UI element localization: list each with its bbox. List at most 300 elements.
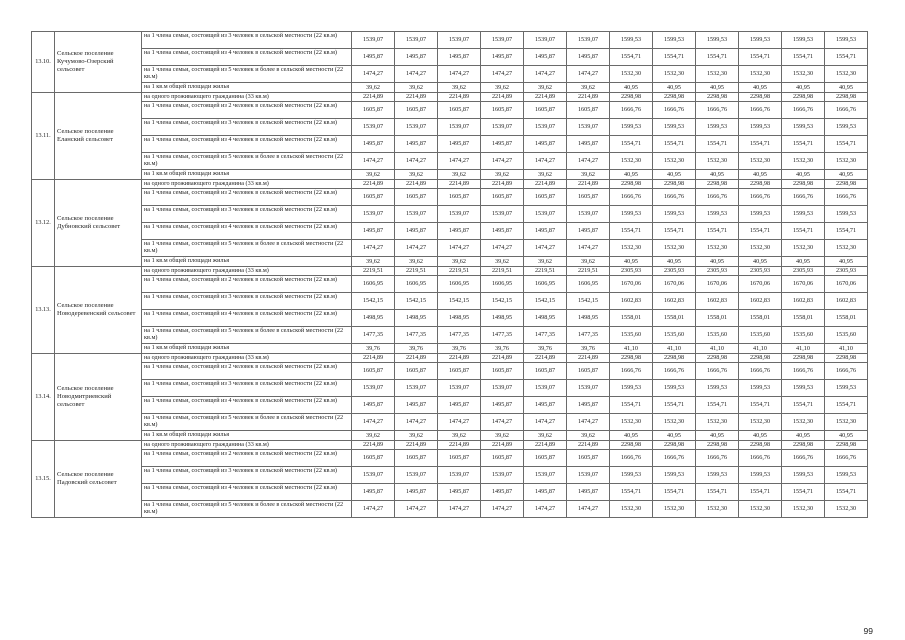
value-cell: 1474,27 <box>438 501 481 518</box>
value-cell: 1498,95 <box>438 310 481 327</box>
value-cell: 2214,89 <box>352 440 395 450</box>
value-cell: 1474,27 <box>395 240 438 257</box>
value-cell: 39,62 <box>481 170 524 180</box>
value-cell: 1495,87 <box>395 484 438 501</box>
value-cell: 1495,87 <box>352 484 395 501</box>
value-cell: 1606,95 <box>524 276 567 293</box>
value-cell: 1495,87 <box>395 136 438 153</box>
value-cell: 2219,51 <box>524 266 567 276</box>
value-cell: 1532,30 <box>825 414 868 431</box>
value-cell: 1605,87 <box>481 363 524 380</box>
value-cell: 1605,87 <box>395 102 438 119</box>
table-row <box>32 431 868 441</box>
value-cell: 1605,87 <box>438 102 481 119</box>
value-cell: 2298,98 <box>825 440 868 450</box>
value-cell: 1474,27 <box>524 240 567 257</box>
value-cell: 1495,87 <box>395 397 438 414</box>
value-cell: 1554,71 <box>825 484 868 501</box>
value-cell: 1474,27 <box>438 66 481 83</box>
value-cell: 1599,53 <box>782 380 825 397</box>
row-description: на 1 члена семьи, состоящей из 2 человек в сельской местности (22 кв.м) <box>142 102 352 119</box>
value-cell: 2214,89 <box>524 353 567 363</box>
value-cell: 1599,53 <box>653 380 696 397</box>
value-cell: 39,62 <box>395 170 438 180</box>
value-cell: 1554,71 <box>782 223 825 240</box>
value-cell: 1539,07 <box>438 32 481 49</box>
value-cell: 39,62 <box>524 170 567 180</box>
value-cell: 40,95 <box>696 257 739 267</box>
value-cell: 1599,53 <box>696 467 739 484</box>
value-cell: 1670,06 <box>739 276 782 293</box>
value-cell: 1498,95 <box>481 310 524 327</box>
table-row <box>32 49 868 66</box>
value-cell: 39,62 <box>438 257 481 267</box>
value-cell: 40,95 <box>653 431 696 441</box>
value-cell: 40,95 <box>610 83 653 93</box>
value-cell: 1535,60 <box>610 327 653 344</box>
value-cell: 1599,53 <box>739 119 782 136</box>
value-cell: 1554,71 <box>610 484 653 501</box>
value-cell: 2298,98 <box>782 353 825 363</box>
value-cell: 40,95 <box>782 257 825 267</box>
value-cell: 1539,07 <box>481 119 524 136</box>
value-cell: 1605,87 <box>395 450 438 467</box>
value-cell: 1539,07 <box>395 119 438 136</box>
value-cell: 39,76 <box>438 344 481 354</box>
value-cell: 40,95 <box>825 83 868 93</box>
value-cell: 2214,89 <box>481 179 524 189</box>
value-cell: 1532,30 <box>782 153 825 170</box>
value-cell: 1602,83 <box>696 293 739 310</box>
table-row <box>32 440 868 450</box>
value-cell: 40,95 <box>739 170 782 180</box>
value-cell: 1558,01 <box>653 310 696 327</box>
value-cell: 2298,98 <box>610 440 653 450</box>
value-cell: 1532,30 <box>653 240 696 257</box>
value-cell: 1606,95 <box>481 276 524 293</box>
value-cell: 2305,93 <box>825 266 868 276</box>
value-cell: 1605,87 <box>567 450 610 467</box>
value-cell: 41,10 <box>696 344 739 354</box>
row-description: на 1 члена семьи, состоящей из 3 человек в сельской местности (22 кв.м) <box>142 206 352 223</box>
value-cell: 2214,89 <box>567 353 610 363</box>
value-cell: 1599,53 <box>653 206 696 223</box>
value-cell: 1554,71 <box>782 49 825 66</box>
value-cell: 1495,87 <box>481 397 524 414</box>
value-cell: 1532,30 <box>696 240 739 257</box>
table-row <box>32 66 868 83</box>
table-row <box>32 83 868 93</box>
value-cell: 1554,71 <box>782 484 825 501</box>
value-cell: 1558,01 <box>610 310 653 327</box>
value-cell: 1599,53 <box>610 206 653 223</box>
row-description: на 1 члена семьи, состоящей из 2 человек в сельской местности (22 кв.м) <box>142 363 352 380</box>
value-cell: 1666,76 <box>782 189 825 206</box>
value-cell: 2214,89 <box>524 92 567 102</box>
table-row <box>32 119 868 136</box>
value-cell: 1532,30 <box>782 66 825 83</box>
value-cell: 1605,87 <box>481 102 524 119</box>
value-cell: 1605,87 <box>438 363 481 380</box>
value-cell: 2214,89 <box>395 92 438 102</box>
value-cell: 1542,15 <box>567 293 610 310</box>
value-cell: 1602,83 <box>739 293 782 310</box>
value-cell: 2298,98 <box>696 353 739 363</box>
value-cell: 1666,76 <box>739 450 782 467</box>
value-cell: 1605,87 <box>481 189 524 206</box>
table-row <box>32 170 868 180</box>
value-cell: 1474,27 <box>352 240 395 257</box>
value-cell: 1498,95 <box>524 310 567 327</box>
value-cell: 1605,87 <box>352 102 395 119</box>
value-cell: 1605,87 <box>524 189 567 206</box>
value-cell: 1558,01 <box>696 310 739 327</box>
value-cell: 2298,98 <box>653 440 696 450</box>
value-cell: 1666,76 <box>653 102 696 119</box>
value-cell: 1474,27 <box>481 240 524 257</box>
value-cell: 1532,30 <box>610 153 653 170</box>
value-cell: 39,62 <box>524 257 567 267</box>
value-cell: 1474,27 <box>352 153 395 170</box>
value-cell: 41,10 <box>653 344 696 354</box>
section-number: 13.14. <box>32 353 55 440</box>
value-cell: 41,10 <box>782 344 825 354</box>
value-cell: 1599,53 <box>825 380 868 397</box>
value-cell: 1554,71 <box>610 136 653 153</box>
value-cell: 1605,87 <box>352 189 395 206</box>
value-cell: 1554,71 <box>739 397 782 414</box>
value-cell: 39,62 <box>567 257 610 267</box>
value-cell: 40,95 <box>782 170 825 180</box>
table-row <box>32 92 868 102</box>
value-cell: 40,95 <box>739 431 782 441</box>
value-cell: 1474,27 <box>352 414 395 431</box>
value-cell: 1539,07 <box>352 467 395 484</box>
row-description: на одного проживающего гражданина (33 кв.м) <box>142 266 352 276</box>
value-cell: 1666,76 <box>653 189 696 206</box>
table-row <box>32 189 868 206</box>
table-row <box>32 310 868 327</box>
value-cell: 1495,87 <box>567 49 610 66</box>
value-cell: 1599,53 <box>653 32 696 49</box>
value-cell: 1539,07 <box>438 119 481 136</box>
value-cell: 1495,87 <box>352 136 395 153</box>
row-description: на 1 члена семьи, состоящей из 2 человек в сельской местности (22 кв.м) <box>142 276 352 293</box>
value-cell: 1474,27 <box>395 153 438 170</box>
value-cell: 1554,71 <box>696 484 739 501</box>
section-number: 13.15. <box>32 440 55 518</box>
row-description: на 1 члена семьи, состоящей из 3 человек в сельской местности (22 кв.м) <box>142 380 352 397</box>
value-cell: 1606,95 <box>395 276 438 293</box>
table-row <box>32 353 868 363</box>
row-description: на 1 члена семьи, состоящей из 5 человек и более в сельской местности (22 кв.м) <box>142 501 352 518</box>
value-cell: 1602,83 <box>653 293 696 310</box>
value-cell: 1670,06 <box>782 276 825 293</box>
table-row <box>32 240 868 257</box>
value-cell: 1477,35 <box>395 327 438 344</box>
value-cell: 1474,27 <box>524 414 567 431</box>
value-cell: 1539,07 <box>481 206 524 223</box>
value-cell: 1539,07 <box>567 119 610 136</box>
value-cell: 1535,60 <box>825 327 868 344</box>
value-cell: 1606,95 <box>438 276 481 293</box>
value-cell: 1599,53 <box>825 467 868 484</box>
value-cell: 1558,01 <box>782 310 825 327</box>
value-cell: 1532,30 <box>825 240 868 257</box>
table-row <box>32 153 868 170</box>
value-cell: 1554,71 <box>653 223 696 240</box>
value-cell: 1554,71 <box>825 223 868 240</box>
table-row <box>32 266 868 276</box>
value-cell: 1599,53 <box>610 380 653 397</box>
value-cell: 1554,71 <box>739 49 782 66</box>
value-cell: 1554,71 <box>782 397 825 414</box>
table-row <box>32 276 868 293</box>
value-cell: 1477,35 <box>567 327 610 344</box>
table-body <box>32 32 868 518</box>
value-cell: 2214,89 <box>481 353 524 363</box>
value-cell: 39,62 <box>567 170 610 180</box>
value-cell: 1495,87 <box>524 49 567 66</box>
value-cell: 1605,87 <box>567 189 610 206</box>
row-description: на 1 члена семьи, состоящей из 3 человек в сельской местности (22 кв.м) <box>142 293 352 310</box>
value-cell: 1532,30 <box>782 501 825 518</box>
value-cell: 1535,60 <box>696 327 739 344</box>
value-cell: 1666,76 <box>696 102 739 119</box>
value-cell: 39,76 <box>481 344 524 354</box>
value-cell: 1605,87 <box>524 363 567 380</box>
value-cell: 1495,87 <box>352 223 395 240</box>
value-cell: 1532,30 <box>825 501 868 518</box>
value-cell: 40,95 <box>696 83 739 93</box>
value-cell: 2214,89 <box>524 440 567 450</box>
row-description: на 1 члена семьи, состоящей из 4 человек в сельской местности (22 кв.м) <box>142 310 352 327</box>
row-description: на одного проживающего гражданина (33 кв.м) <box>142 440 352 450</box>
settlement-name: Сельское поселение Новодеревенский сельсовет <box>55 266 142 353</box>
section-number: 13.12. <box>32 179 55 266</box>
value-cell: 1670,06 <box>825 276 868 293</box>
value-cell: 1539,07 <box>567 467 610 484</box>
value-cell: 1474,27 <box>481 153 524 170</box>
value-cell: 1605,87 <box>567 102 610 119</box>
value-cell: 40,95 <box>739 257 782 267</box>
value-cell: 1474,27 <box>438 153 481 170</box>
value-cell: 2298,98 <box>653 92 696 102</box>
value-cell: 1495,87 <box>481 484 524 501</box>
value-cell: 1495,87 <box>395 49 438 66</box>
value-cell: 40,95 <box>653 170 696 180</box>
value-cell: 1542,15 <box>352 293 395 310</box>
value-cell: 1539,07 <box>481 32 524 49</box>
value-cell: 2305,93 <box>653 266 696 276</box>
value-cell: 2298,98 <box>696 92 739 102</box>
settlement-name: Сельское поселение Новодмитриевский сельсовет <box>55 353 142 440</box>
value-cell: 1495,87 <box>395 223 438 240</box>
settlement-name: Сельское поселение Кучумово-Озерский сельсовет <box>55 32 142 93</box>
value-cell: 1495,87 <box>524 484 567 501</box>
value-cell: 1605,87 <box>395 189 438 206</box>
value-cell: 1666,76 <box>825 102 868 119</box>
value-cell: 1554,71 <box>653 49 696 66</box>
value-cell: 2298,98 <box>610 92 653 102</box>
value-cell: 1532,30 <box>653 66 696 83</box>
row-description: на 1 члена семьи, состоящей из 3 человек в сельской местности (22 кв.м) <box>142 119 352 136</box>
table-row <box>32 136 868 153</box>
value-cell: 1495,87 <box>567 136 610 153</box>
value-cell: 39,62 <box>395 83 438 93</box>
value-cell: 2298,98 <box>739 440 782 450</box>
value-cell: 1477,35 <box>524 327 567 344</box>
value-cell: 1554,71 <box>739 484 782 501</box>
value-cell: 39,62 <box>352 431 395 441</box>
value-cell: 1474,27 <box>352 501 395 518</box>
value-cell: 1554,71 <box>782 136 825 153</box>
table-row <box>32 450 868 467</box>
value-cell: 1532,30 <box>653 153 696 170</box>
row-description: на 1 члена семьи, состоящей из 5 человек и более в сельской местности (22 кв.м) <box>142 327 352 344</box>
value-cell: 2298,98 <box>739 92 782 102</box>
page-number: 99 <box>863 626 873 636</box>
row-description: на 1 члена семьи, состоящей из 5 человек и более в сельской местности (22 кв.м) <box>142 153 352 170</box>
value-cell: 1599,53 <box>825 119 868 136</box>
value-cell: 39,76 <box>395 344 438 354</box>
value-cell: 2298,98 <box>739 179 782 189</box>
value-cell: 1477,35 <box>352 327 395 344</box>
value-cell: 1498,95 <box>395 310 438 327</box>
value-cell: 2298,98 <box>825 92 868 102</box>
value-cell: 40,95 <box>739 83 782 93</box>
value-cell: 1532,30 <box>696 501 739 518</box>
value-cell: 1599,53 <box>739 206 782 223</box>
value-cell: 1666,76 <box>782 102 825 119</box>
value-cell: 1599,53 <box>696 206 739 223</box>
value-cell: 2305,93 <box>696 266 739 276</box>
table-row <box>32 414 868 431</box>
settlement-name: Сельское поселение Еланский сельсовет <box>55 92 142 179</box>
value-cell: 1599,53 <box>825 206 868 223</box>
value-cell: 1495,87 <box>481 136 524 153</box>
value-cell: 1599,53 <box>696 380 739 397</box>
table-row <box>32 293 868 310</box>
value-cell: 1539,07 <box>567 32 610 49</box>
value-cell: 2219,51 <box>395 266 438 276</box>
value-cell: 1532,30 <box>696 153 739 170</box>
value-cell: 1554,71 <box>610 223 653 240</box>
value-cell: 1542,15 <box>395 293 438 310</box>
value-cell: 40,95 <box>782 431 825 441</box>
value-cell: 1554,71 <box>696 397 739 414</box>
value-cell: 1605,87 <box>438 189 481 206</box>
value-cell: 1495,87 <box>524 223 567 240</box>
document-page <box>31 31 867 518</box>
value-cell: 1599,53 <box>653 467 696 484</box>
value-cell: 1666,76 <box>825 189 868 206</box>
value-cell: 39,62 <box>481 431 524 441</box>
value-cell: 1532,30 <box>610 240 653 257</box>
value-cell: 1670,06 <box>653 276 696 293</box>
value-cell: 2305,93 <box>782 266 825 276</box>
value-cell: 1666,76 <box>610 102 653 119</box>
value-cell: 1474,27 <box>438 240 481 257</box>
value-cell: 1539,07 <box>567 206 610 223</box>
value-cell: 1666,76 <box>610 450 653 467</box>
row-description: на одного проживающего гражданина (33 кв.м) <box>142 92 352 102</box>
value-cell: 2305,93 <box>610 266 653 276</box>
value-cell: 2298,98 <box>696 440 739 450</box>
value-cell: 1606,95 <box>352 276 395 293</box>
value-cell: 40,95 <box>696 170 739 180</box>
value-cell: 40,95 <box>610 257 653 267</box>
row-description: на 1 члена семьи, состоящей из 4 человек в сельской местности (22 кв.м) <box>142 49 352 66</box>
value-cell: 1474,27 <box>395 501 438 518</box>
value-cell: 1542,15 <box>438 293 481 310</box>
row-description: на 1 кв.м общей площади жилья <box>142 431 352 441</box>
value-cell: 1532,30 <box>782 414 825 431</box>
value-cell: 2298,98 <box>696 179 739 189</box>
value-cell: 2214,89 <box>352 353 395 363</box>
value-cell: 1605,87 <box>524 450 567 467</box>
value-cell: 1532,30 <box>739 153 782 170</box>
value-cell: 1474,27 <box>567 240 610 257</box>
value-cell: 41,10 <box>825 344 868 354</box>
table-row <box>32 467 868 484</box>
table-row <box>32 363 868 380</box>
value-cell: 1554,71 <box>610 49 653 66</box>
value-cell: 1532,30 <box>610 414 653 431</box>
value-cell: 40,95 <box>610 170 653 180</box>
value-cell: 1474,27 <box>481 414 524 431</box>
value-cell: 2214,89 <box>395 440 438 450</box>
value-cell: 1602,83 <box>610 293 653 310</box>
value-cell: 40,95 <box>653 83 696 93</box>
value-cell: 1474,27 <box>567 153 610 170</box>
section-number: 13.11. <box>32 92 55 179</box>
value-cell: 1554,71 <box>653 136 696 153</box>
value-cell: 2305,93 <box>739 266 782 276</box>
row-description: на одного проживающего гражданина (33 кв.м) <box>142 179 352 189</box>
value-cell: 1474,27 <box>395 414 438 431</box>
value-cell: 39,62 <box>524 83 567 93</box>
value-cell: 1495,87 <box>567 223 610 240</box>
value-cell: 1666,76 <box>739 189 782 206</box>
value-cell: 1495,87 <box>567 484 610 501</box>
value-cell: 1554,71 <box>653 484 696 501</box>
value-cell: 1532,30 <box>739 240 782 257</box>
row-description: на 1 члена семьи, состоящей из 5 человек и более в сельской местности (22 кв.м) <box>142 414 352 431</box>
value-cell: 1532,30 <box>653 501 696 518</box>
value-cell: 1495,87 <box>481 223 524 240</box>
value-cell: 1474,27 <box>481 66 524 83</box>
value-cell: 1666,76 <box>739 102 782 119</box>
row-description: на 1 члена семьи, состоящей из 5 человек и более в сельской местности (22 кв.м) <box>142 240 352 257</box>
value-cell: 1539,07 <box>438 380 481 397</box>
value-cell: 1599,53 <box>782 206 825 223</box>
value-cell: 1666,76 <box>825 363 868 380</box>
value-cell: 1495,87 <box>481 49 524 66</box>
value-cell: 1495,87 <box>524 136 567 153</box>
value-cell: 1539,07 <box>395 206 438 223</box>
value-cell: 39,62 <box>567 431 610 441</box>
value-cell: 39,62 <box>395 431 438 441</box>
value-cell: 40,95 <box>825 170 868 180</box>
value-cell: 2219,51 <box>438 266 481 276</box>
value-cell: 39,62 <box>352 83 395 93</box>
value-cell: 1539,07 <box>481 380 524 397</box>
value-cell: 2214,89 <box>567 440 610 450</box>
table-row <box>32 484 868 501</box>
value-cell: 1554,71 <box>739 223 782 240</box>
value-cell: 1539,07 <box>524 32 567 49</box>
